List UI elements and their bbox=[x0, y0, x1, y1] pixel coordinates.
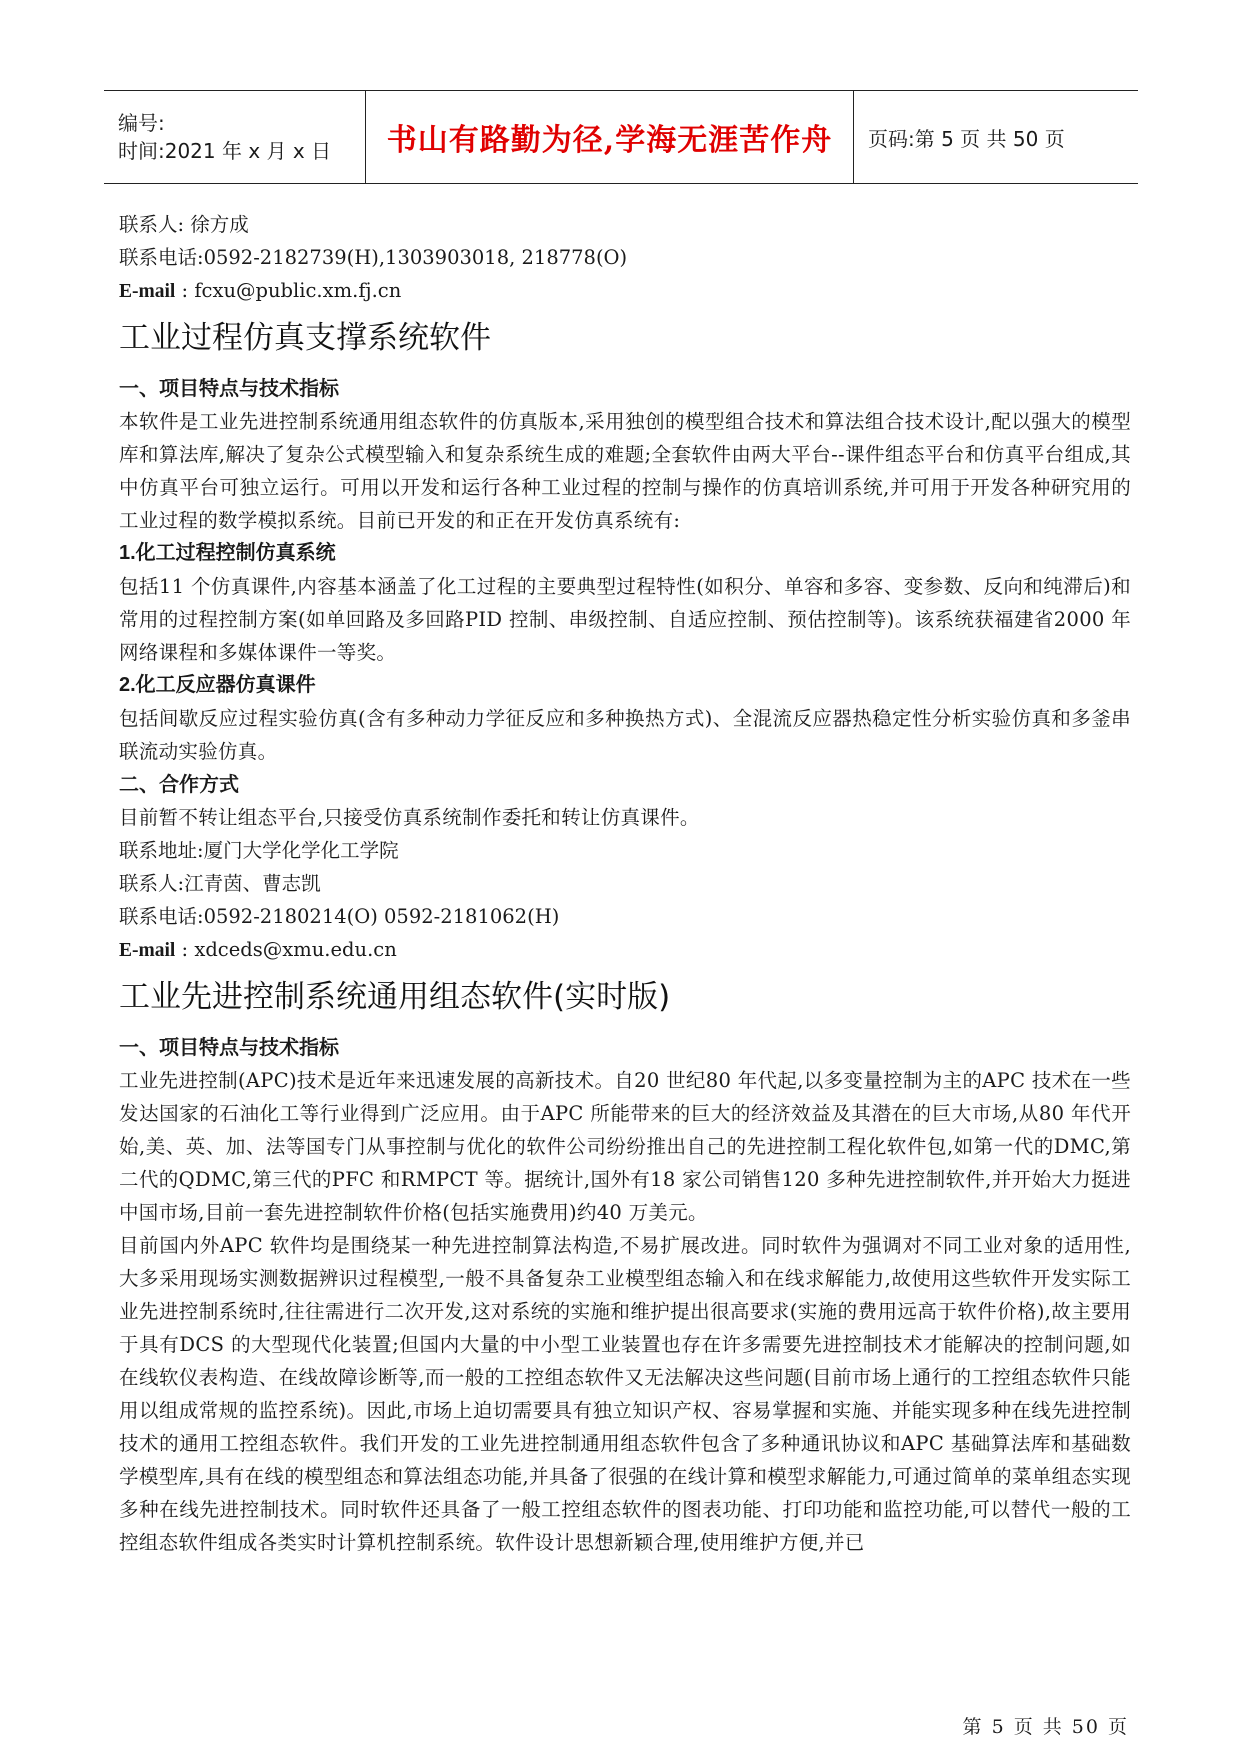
paragraph: 包括11 个仿真课件,内容基本涵盖了化工过程的主要典型过程特性(如积分、单容和多容、变参数、反向和纯滞后)和常用的过程控制方案(如单回路及多回路PID 控制、串级控制、自适应控制、预估控制等)。该系统获福建省2000 年网络课程和多媒体课件一等奖。 bbox=[119, 575, 1131, 664]
document-body bbox=[119, 208, 1131, 1559]
paragraph: 工业先进控制(APC)技术是近年来迅速发展的高新技术。自20 世纪80 年代起,以多变量控制为主的APC 技术在一些发达国家的石油化工等行业得到广泛应用。由于APC 所能带来的巨大的经济效益及其潜在的巨大市场,从80 年代开始,美、英、加、法等国专门从事控制与优化的软件公司纷纷推出自己的先进控制工程化软件包,如第一代的DMC,第二代的QDMC,第三代的PFC 和RMPCT 等。据统计,国外有18 家公司销售120 多种先进控制软件,并开始大力挺进中国市场,目前一套先进控制软件价格(包括实施费用)约40 万美元。 bbox=[119, 1069, 1131, 1224]
paragraph: 本软件是工业先进控制系统通用组态软件的仿真版本,采用独创的模型组合技术和算法组合技术设计,配以强大的模型库和算法库,解决了复杂公式模型输入和复杂系统生成的难题;全套软件由两大平台--课件组态平台和仿真平台组成,其中仿真平台可独立运行。可用以开发和运行各种工业过程的控制与操作的仿真培训系统,并可用于开发各种研究用的工业过程的数学模拟系统。目前已开发的和正在开发仿真系统有: bbox=[119, 410, 1131, 532]
contact-phone: 联系电话:0592-2180214(O) 0592-2181062(H) bbox=[119, 905, 560, 928]
time-label: 时间:2021 年 x 月 x 日 bbox=[118, 139, 332, 163]
contact-person: 联系人: 徐方成 bbox=[119, 213, 249, 236]
section-title: 工业先进控制系统通用组态软件(实时版) bbox=[119, 979, 671, 1015]
contact-person: 联系人:江青茵、曹志凯 bbox=[119, 872, 321, 895]
section-title: 工业过程仿真支撑系统软件 bbox=[119, 320, 491, 356]
subsection-heading: 1.化工过程控制仿真系统 bbox=[119, 542, 336, 564]
email-label: E-mail bbox=[119, 281, 176, 302]
page-footer: 第 5 页 共 50 页 bbox=[962, 1716, 1129, 1738]
paragraph: 包括间歇反应过程实验仿真(含有多种动力学征反应和多种换热方式)、全混流反应器热稳定性分析实验仿真和多釜串联流动实验仿真。 bbox=[119, 707, 1131, 763]
paragraph: 目前国内外APC 软件均是围绕某一种先进控制算法构造,不易扩展改进。同时软件为强调对不同工业对象的适用性,大多采用现场实测数据辨识过程模型,一般不具备复杂工业模型组态输入和在线求解能力,故使用这些软件开发实际工业先进控制系统时,往往需进行二次开发,这对系统的实施和维护提出很高要求(实施的费用远高于软件价格),故主要用于具有DCS 的大型现代化装置;但国内大量的中小型工业装置也存在许多需要先进控制技术才能解决的控制问题,如在线软仪表构造、在线故障诊断等,而一般的工控组态软件又无法解决这些问题(目前市场上通行的工控组态软件只能用以组成常规的监控系统)。因此,市场上迫切需要具有独立知识产权、容易掌握和实施、并能实现多种在线先进控制技术的通用工控组态软件。我们开发的工业先进控制通用组态软件包含了多种通讯协议和APC 基础算法库和基础数学模型库,具有在线的模型组态和算法组态功能,并具备了很强的在线计算和模型求解能力,可通过简单的菜单组态实现多种在线先进控制技术。同时软件还具备了一般工控组态软件的图表功能、打印功能和监控功能,可以替代一般的工控组态软件组成各类实时计算机控制系统。软件设计思想新颖合理,使用维护方便,并已 bbox=[119, 1234, 1131, 1554]
contact-address: 联系地址:厦门大学化学化工学院 bbox=[119, 839, 399, 862]
motto: 书山有路勤为径,学海无涯苦作舟 bbox=[386, 123, 833, 158]
page-header bbox=[104, 90, 1138, 184]
header-page-cell bbox=[854, 91, 1138, 183]
email-value: : fcxu@public.xm.fj.cn bbox=[181, 279, 402, 302]
header-motto-cell bbox=[366, 91, 854, 183]
header-meta bbox=[104, 91, 366, 183]
section-heading: 一、项目特点与技术指标 bbox=[119, 376, 339, 400]
subsection-heading: 2.化工反应器仿真课件 bbox=[119, 674, 316, 696]
number-label: 编号: bbox=[118, 111, 165, 135]
section-heading: 一、项目特点与技术指标 bbox=[119, 1035, 339, 1059]
contact-phone: 联系电话:0592-2182739(H),1303903018, 218778(O) bbox=[119, 246, 628, 269]
contact-email bbox=[119, 933, 1131, 967]
email-value: : xdceds@xmu.edu.cn bbox=[181, 938, 397, 961]
email-label: E-mail bbox=[119, 940, 176, 961]
contact-email bbox=[119, 274, 1131, 308]
section-heading: 二、合作方式 bbox=[119, 772, 239, 796]
page-label: 页码:第 5 页 共 50 页 bbox=[868, 126, 1065, 151]
paragraph: 目前暂不转让组态平台,只接受仿真系统制作委托和转让仿真课件。 bbox=[119, 806, 700, 829]
